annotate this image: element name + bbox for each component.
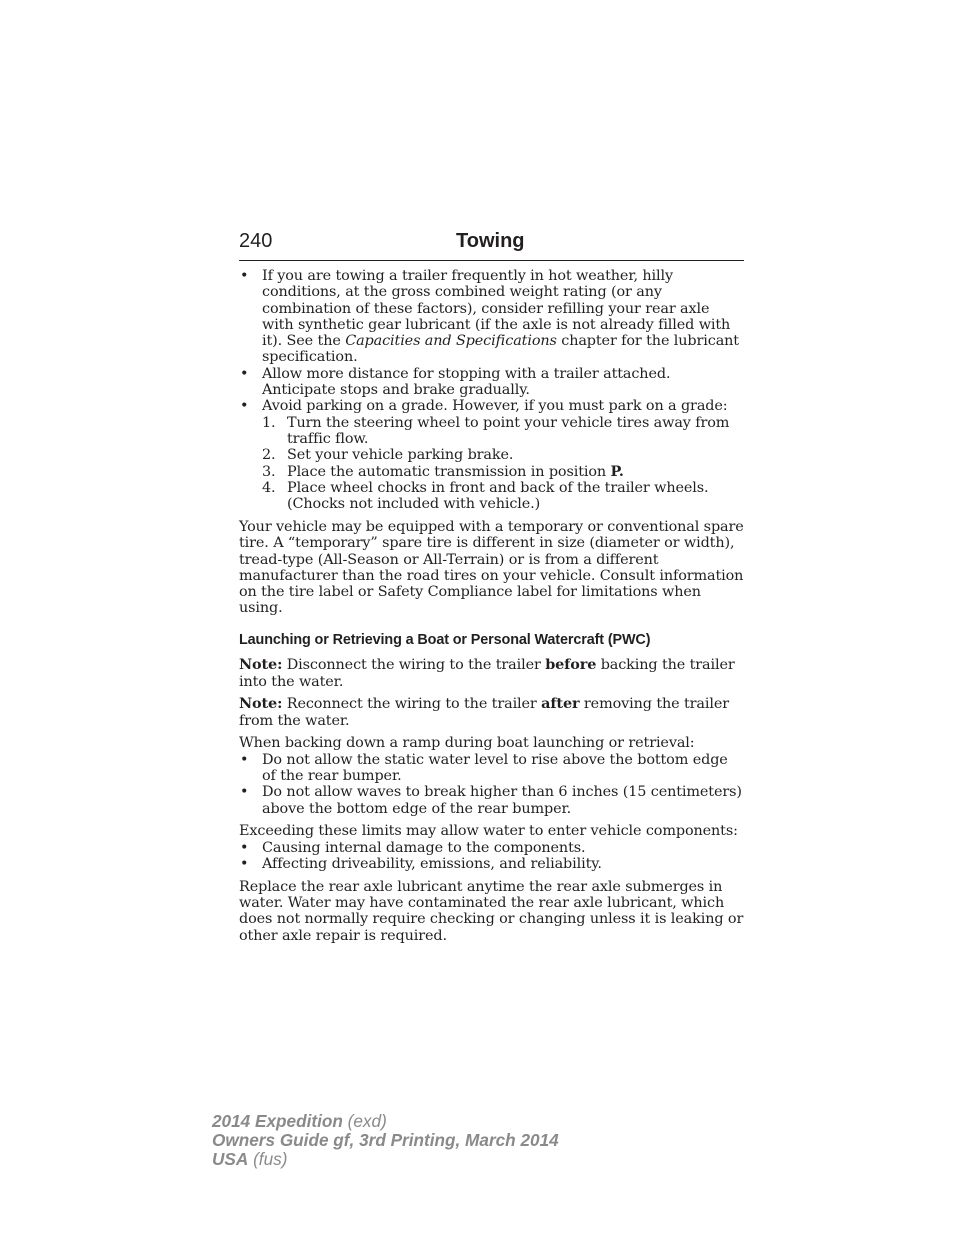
list-item: 3. Place the automatic transmission in position P. bbox=[262, 462, 624, 480]
list-item: • Causing internal damage to the components. bbox=[240, 839, 586, 856]
position-p: P. bbox=[610, 462, 624, 480]
exceed-list bbox=[239, 840, 745, 873]
bullet-marker: • bbox=[240, 365, 249, 382]
list-item: • Avoid parking on a grade. However, if you must park on a grade: 1. Turn the steering wheel to point your vehicle tires away from traffic flow. 2. Set your vehicle parking brake. 3. Place the automatic transmission in position P. 4. Place wheel chocks in front and back of the trailer wheels. (Chocks not included with vehicle.) bbox=[239, 398, 745, 512]
bullet-marker: • bbox=[240, 751, 249, 768]
page-header bbox=[239, 228, 744, 261]
page-number: 240 bbox=[239, 230, 273, 252]
list-item: • Allow more distance for stopping with a trailer attached. Anticipate stops and brake gradually. bbox=[240, 365, 671, 399]
step-number: 4. bbox=[262, 479, 276, 496]
list-item: 2. Set your vehicle parking brake. bbox=[262, 447, 514, 464]
chapter-reference: Capacities and Specifications bbox=[345, 333, 557, 350]
boat-section-heading: Launching or Retrieving a Boat or Personal Watercraft (PWC) bbox=[239, 632, 651, 649]
section-title: Towing bbox=[456, 230, 525, 252]
spare-tire-paragraph: Your vehicle may be equipped with a temporary or conventional spare tire. A “temporary” spare tire is different in size (diameter or width), tread-type (All-Season or All-Terrain) or is from a different manufacturer than the road tires on your vehicle. Consult information on the tire label or Safety Compliance label for limitations when using. bbox=[239, 518, 744, 617]
replace-axle-paragraph: Replace the rear axle lubricant anytime the rear axle submerges in water. Water may have contaminated the rear axle lubricant, which does not normally require checking or changing unless it is leaking or other axle repair is required. bbox=[239, 878, 744, 944]
bullet-marker: • bbox=[240, 856, 249, 872]
list-item: • Affecting driveability, emissions, and reliability. bbox=[240, 856, 602, 872]
bullet-marker: • bbox=[240, 784, 249, 801]
bullet-marker: • bbox=[240, 398, 249, 415]
bullet-marker: • bbox=[240, 268, 249, 284]
footer-line-printing: Owners Guide gf, 3rd Printing, March 2014 bbox=[212, 1130, 559, 1151]
note-disconnect: Note: Disconnect the wiring to the trailer before backing the trailer into the water. bbox=[239, 656, 735, 690]
page-content bbox=[239, 268, 745, 944]
ramp-list bbox=[239, 752, 745, 817]
bullet-marker: • bbox=[240, 839, 249, 856]
step-number: 1. bbox=[262, 414, 276, 431]
step-number: 2. bbox=[262, 447, 276, 464]
note-label: Note: bbox=[239, 695, 283, 713]
ramp-intro: When backing down a ramp during boat launching or retrieval: bbox=[239, 735, 695, 752]
step-number: 3. bbox=[262, 463, 276, 480]
list-item: • If you are towing a trailer frequently in hot weather, hilly conditions, at the gross combined weight rating (or any combination of these factors), consider refilling your rear axle with synthetic gear lubricant (if the axle is not already filled with it). See the Capacities and Specifications chapter for the lubricant specification. bbox=[240, 268, 739, 366]
note-reconnect: Note: Reconnect the wiring to the trailer after removing the trailer from the water. bbox=[239, 695, 729, 729]
page-footer bbox=[212, 1112, 559, 1170]
list-item: • Do not allow the static water level to rise above the bottom edge of the rear bumper. bbox=[240, 751, 728, 785]
parking-steps-list bbox=[262, 415, 745, 513]
footer-line-region: USA (fus) bbox=[212, 1149, 288, 1170]
list-item: 1. Turn the steering wheel to point your vehicle tires away from traffic flow. bbox=[262, 414, 730, 447]
list-item: • Do not allow waves to break higher than 6 inches (15 centimeters) above the bottom edge of the rear bumper. bbox=[240, 784, 742, 817]
footer-line-model: 2014 Expedition (exd) bbox=[212, 1111, 387, 1131]
list-item: 4. Place wheel chocks in front and back of the trailer wheels. (Chocks not included with vehicle.) bbox=[262, 479, 709, 513]
exceed-intro: Exceeding these limits may allow water to enter vehicle components: bbox=[239, 823, 738, 840]
note-label: Note: bbox=[239, 656, 283, 674]
towing-tips-list bbox=[239, 268, 745, 512]
